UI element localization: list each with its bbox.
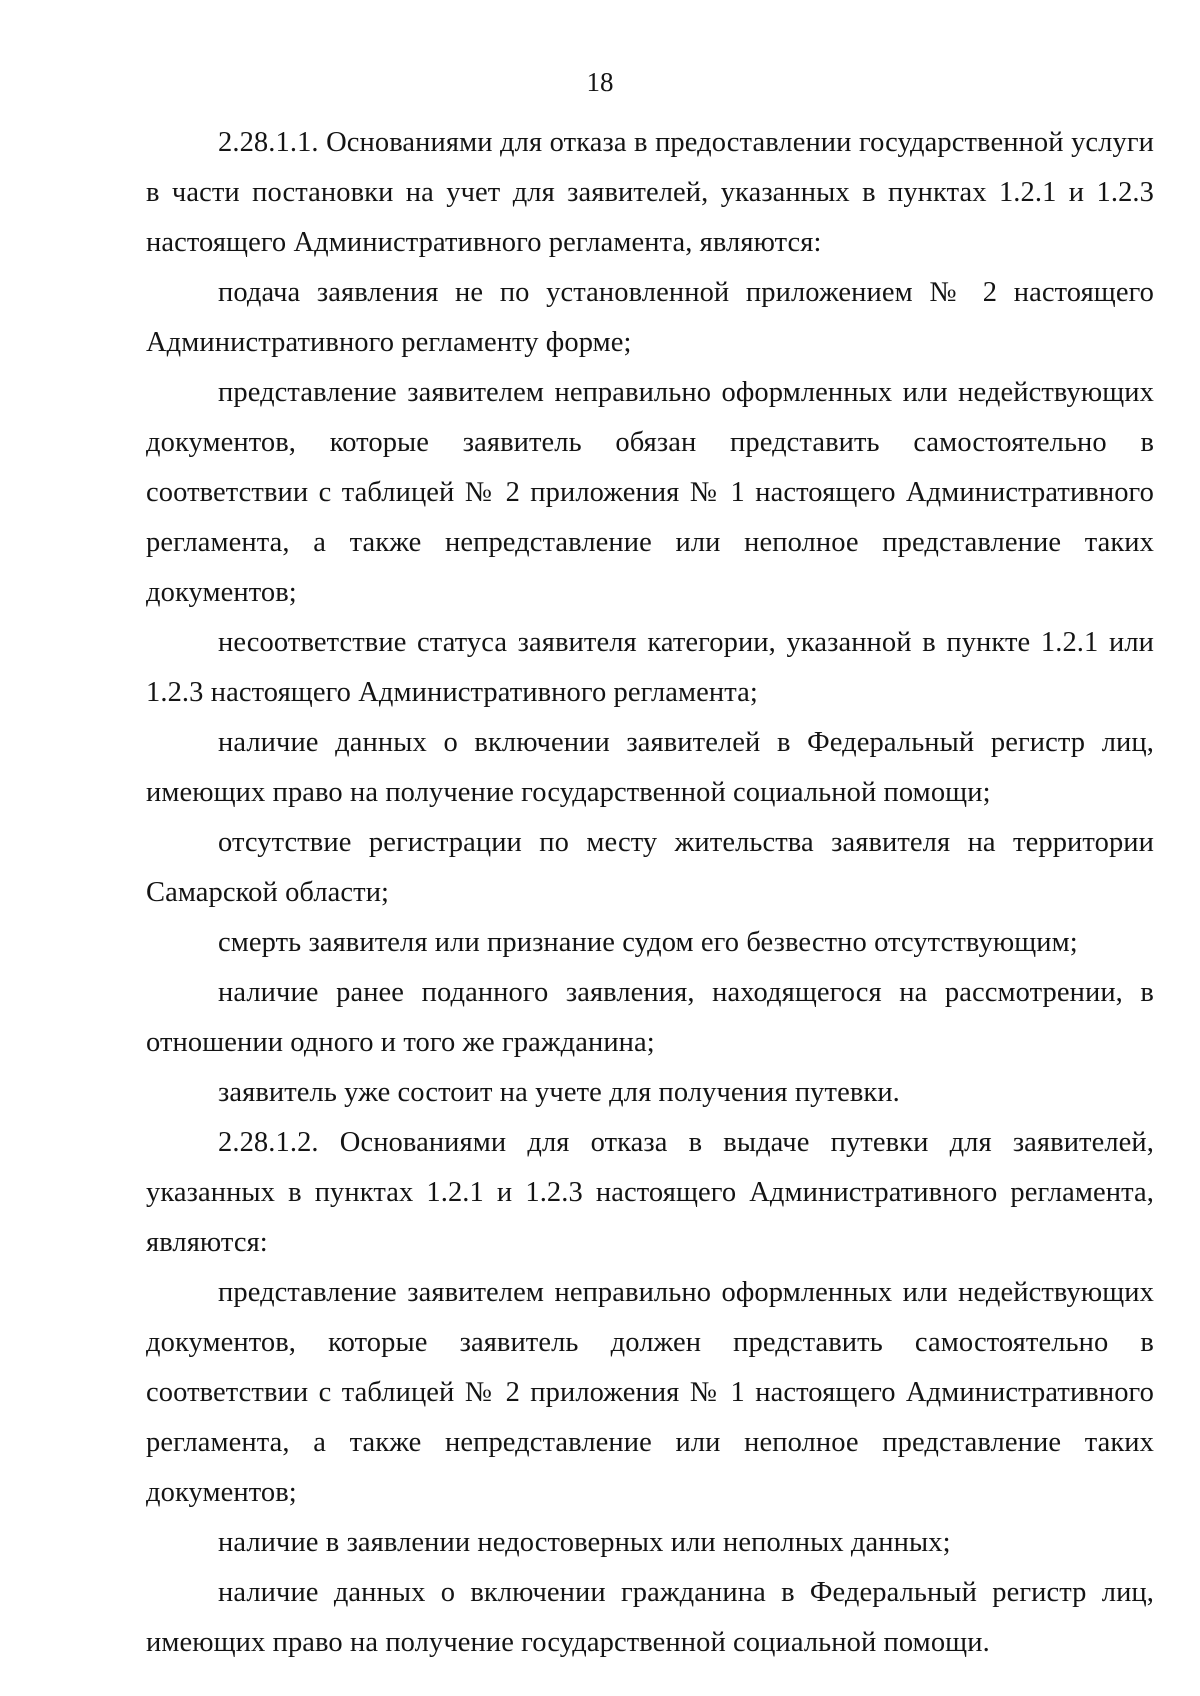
paragraph-2-28-1-1-intro: 2.28.1.1. Основаниями для отказа в предоставлении государственной услуги в части постановки на учет для заявителей, указанных в пунктах 1.2.1 и 1.2.3 настоящего Административного регламента, являются: [146,127,1154,258]
paragraph-refusal-federal-register: наличие данных о включении заявителей в Федеральный регистр лиц, имеющих право на получение государственной социальной помощи; [146,727,1154,808]
paragraph-refusal-already-registered: заявитель уже состоит на учете для получения путевки. [218,1077,900,1108]
paragraph-refusal-wrong-form: подача заявления не по установленной приложением № 2 настоящего Административного регламенту форме; [146,277,1154,358]
paragraph-refusal-status-mismatch: несоответствие статуса заявителя категории, указанной в пункте 1.2.1 или 1.2.3 настоящего Административного регламента; [146,627,1154,708]
document-body [146,118,1154,1668]
paragraph-refusal-invalid-documents: представление заявителем неправильно оформленных или недействующих документов, которые заявитель обязан представить самостоятельно в соответствии с таблицей № 2 приложения № 1 настоящего Административного регламента, а также непредставление или неполное представление таких документов; [146,377,1154,608]
paragraph-voucher-invalid-documents: представление заявителем неправильно оформленных или недействующих документов, которые заявитель должен представить самостоятельно в соответствии с таблицей № 2 приложения № 1 настоящего Административного регламента, а также непредставление или неполное представление таких документов; [146,1277,1154,1508]
paragraph-refusal-pending-application: наличие ранее поданного заявления, находящегося на рассмотрении, в отношении одного и того же гражданина; [146,977,1154,1058]
paragraph-2-28-1-2-intro: 2.28.1.2. Основаниями для отказа в выдаче путевки для заявителей, указанных в пунктах 1.2.1 и 1.2.3 настоящего Административного регламента, являются: [146,1127,1154,1258]
paragraph-voucher-unreliable-data: наличие в заявлении недостоверных или неполных данных; [218,1527,951,1558]
paragraph-refusal-no-registration: отсутствие регистрации по месту жительства заявителя на территории Самарской области; [146,827,1154,908]
paragraph-voucher-federal-register: наличие данных о включении гражданина в Федеральный регистр лиц, имеющих право на получение государственной социальной помощи. [146,1577,1154,1658]
page-number: 18 [586,67,614,97]
paragraph-refusal-death: смерть заявителя или признание судом его безвестно отсутствующим; [218,927,1078,958]
